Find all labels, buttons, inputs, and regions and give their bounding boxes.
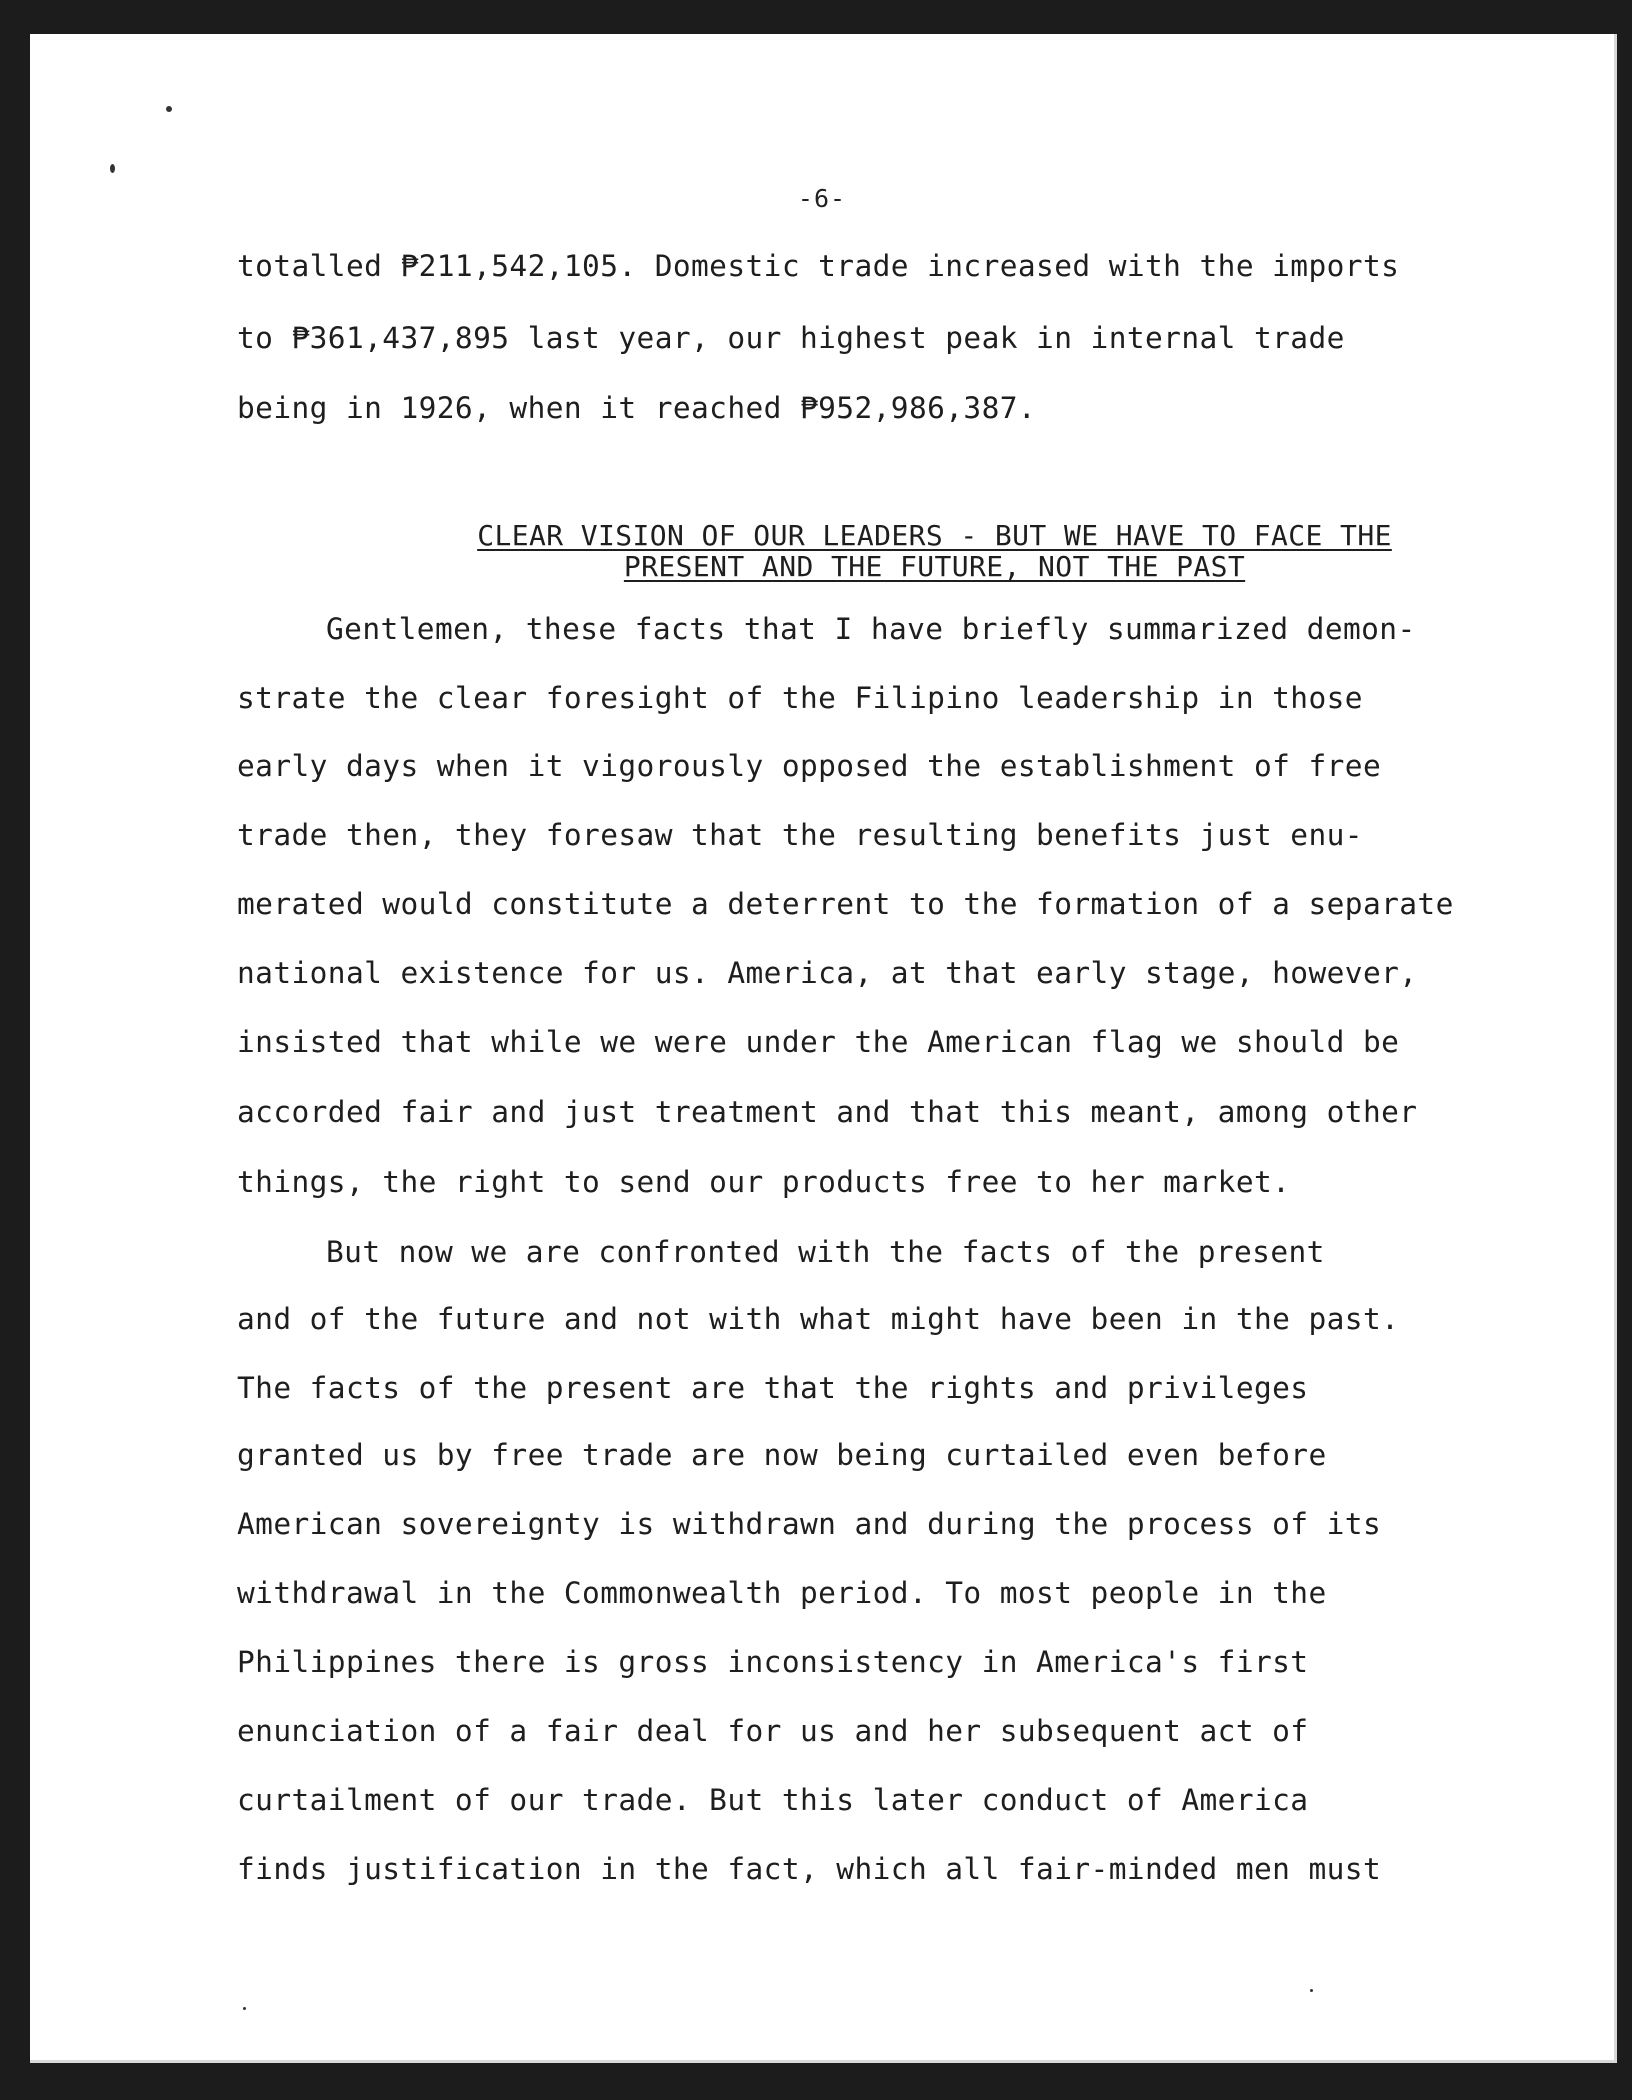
section-heading-text: PRESENT AND THE FUTURE, NOT THE PAST <box>623 550 1246 583</box>
paper-speck <box>1310 1989 1313 1992</box>
text-line: granted us by free trade are now being curtailed even before <box>237 1438 1327 1472</box>
document-page <box>30 34 1617 2063</box>
paper-speck <box>243 2007 246 2010</box>
text-line: early days when it vigorously opposed the establishment of free <box>237 749 1382 783</box>
text-line: But now we are confronted with the facts of the present <box>326 1235 1325 1269</box>
text-line: finds justification in the fact, which all fair-minded men must <box>237 1852 1382 1886</box>
text-line: insisted that while we were under the American flag we should be <box>237 1025 1400 1059</box>
text-line: merated would constitute a deterrent to the formation of a separate <box>237 887 1454 921</box>
text-line: being in 1926, when it reached ₱952,986,387. <box>237 391 1037 425</box>
text-line: and of the future and not with what might have been in the past. <box>237 1302 1400 1336</box>
section-heading-text: CLEAR VISION OF OUR LEADERS - BUT WE HAVE TO FACE THE <box>477 519 1392 552</box>
paper-speck <box>110 164 115 173</box>
section-heading-line-2 <box>108 517 1632 616</box>
text-line: to ₱361,437,895 last year, our highest peak in internal trade <box>237 321 1345 355</box>
text-line: things, the right to send our products free to her market. <box>237 1165 1291 1199</box>
text-line: American sovereignty is withdrawn and during the process of its <box>237 1507 1382 1541</box>
text-line: The facts of the present are that the rights and privileges <box>237 1371 1309 1405</box>
text-line: curtailment of our trade. But this later conduct of America <box>237 1783 1309 1817</box>
paper-speck <box>166 106 172 112</box>
text-line: national existence for us. America, at that early stage, however, <box>237 956 1418 990</box>
text-line: totalled ₱211,542,105. Domestic trade increased with the imports <box>237 249 1400 283</box>
text-line: enunciation of a fair deal for us and her subsequent act of <box>237 1714 1309 1748</box>
text-line: trade then, they foresaw that the resulting benefits just enu- <box>237 818 1363 852</box>
text-line: strate the clear foresight of the Filipino leadership in those <box>237 681 1363 715</box>
text-line: accorded fair and just treatment and that this meant, among other <box>237 1095 1418 1129</box>
page-number: -6- <box>797 184 847 213</box>
text-line: Gentlemen, these facts that I have briefly summarized demon- <box>326 612 1416 646</box>
text-line: Philippines there is gross inconsistency in America's first <box>237 1645 1309 1679</box>
text-line: withdrawal in the Commonwealth period. To most people in the <box>237 1576 1327 1610</box>
